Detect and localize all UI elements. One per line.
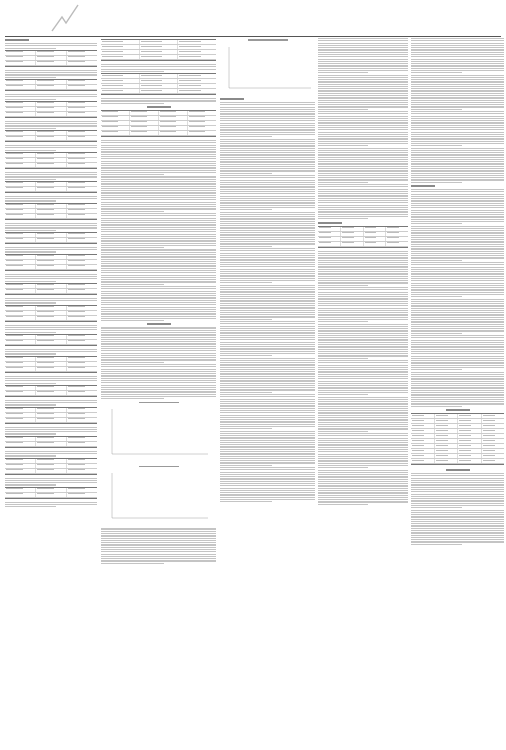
text-block bbox=[220, 358, 315, 393]
data-table bbox=[5, 130, 97, 142]
text-block bbox=[220, 321, 315, 356]
data-table bbox=[101, 73, 216, 95]
text-block bbox=[5, 502, 97, 508]
text-block bbox=[411, 372, 504, 407]
data-table bbox=[5, 487, 97, 499]
text-block bbox=[220, 139, 315, 174]
text-block bbox=[101, 64, 216, 72]
text-block bbox=[101, 364, 216, 399]
section-heading bbox=[318, 221, 408, 225]
text-block bbox=[220, 102, 315, 137]
section-heading bbox=[220, 97, 315, 101]
data-table bbox=[5, 283, 97, 295]
data-table bbox=[5, 101, 97, 118]
chart-title bbox=[220, 38, 315, 42]
data-table bbox=[318, 226, 408, 248]
data-table bbox=[5, 203, 97, 220]
text-block bbox=[5, 325, 97, 333]
text-block bbox=[411, 510, 504, 545]
text-block bbox=[5, 427, 97, 435]
text-block bbox=[5, 247, 97, 253]
data-table bbox=[5, 356, 97, 373]
line-chart bbox=[106, 406, 211, 461]
data-table bbox=[5, 152, 97, 169]
text-block bbox=[318, 75, 408, 110]
column-3 bbox=[220, 38, 315, 748]
text-block bbox=[5, 43, 97, 49]
data-table bbox=[411, 413, 504, 465]
text-block bbox=[5, 298, 97, 304]
data-table bbox=[5, 305, 97, 322]
text-block bbox=[411, 38, 504, 73]
text-block bbox=[5, 145, 97, 151]
text-block bbox=[411, 262, 504, 297]
text-block bbox=[220, 285, 315, 320]
text-block bbox=[101, 327, 216, 362]
text-block bbox=[411, 189, 504, 224]
text-block bbox=[411, 148, 504, 183]
data-table bbox=[5, 407, 97, 424]
text-block bbox=[220, 248, 315, 283]
text-block bbox=[411, 335, 504, 370]
line-chart bbox=[106, 470, 211, 525]
text-block bbox=[5, 70, 97, 78]
data-table bbox=[5, 232, 97, 244]
data-table bbox=[5, 436, 97, 448]
text-block bbox=[101, 286, 216, 321]
data-table bbox=[5, 458, 97, 475]
text-block bbox=[220, 212, 315, 247]
text-block bbox=[101, 98, 216, 104]
data-table bbox=[5, 385, 97, 397]
text-block bbox=[5, 274, 97, 282]
text-block bbox=[411, 111, 504, 146]
text-block bbox=[5, 451, 97, 457]
swoosh-graphic bbox=[50, 3, 80, 33]
data-table bbox=[5, 79, 97, 91]
data-table bbox=[5, 181, 97, 193]
text-block bbox=[318, 324, 408, 359]
text-block bbox=[101, 213, 216, 248]
section-heading bbox=[101, 322, 216, 326]
text-block bbox=[318, 38, 408, 73]
text-block bbox=[220, 175, 315, 210]
text-block bbox=[5, 172, 97, 180]
text-block bbox=[411, 226, 504, 261]
line-chart bbox=[223, 44, 313, 94]
text-block bbox=[411, 299, 504, 334]
section-heading bbox=[5, 38, 97, 42]
column-2 bbox=[101, 38, 216, 748]
text-block bbox=[318, 433, 408, 468]
section-heading bbox=[411, 184, 504, 188]
text-block bbox=[220, 394, 315, 429]
text-block bbox=[318, 148, 408, 183]
column-4 bbox=[318, 38, 408, 748]
text-block bbox=[5, 223, 97, 231]
column-5 bbox=[411, 38, 504, 748]
text-block bbox=[220, 467, 315, 502]
masthead-rule bbox=[5, 36, 501, 37]
text-block bbox=[5, 376, 97, 384]
text-block bbox=[101, 140, 216, 175]
text-block bbox=[318, 397, 408, 432]
masthead bbox=[0, 0, 506, 40]
text-block bbox=[5, 121, 97, 129]
text-block bbox=[318, 470, 408, 505]
text-block bbox=[5, 400, 97, 406]
text-block bbox=[220, 431, 315, 466]
data-table bbox=[5, 50, 97, 67]
text-block bbox=[5, 94, 97, 100]
text-block bbox=[5, 349, 97, 355]
chart-title bbox=[101, 400, 216, 404]
text-block bbox=[101, 249, 216, 284]
text-block bbox=[318, 184, 408, 219]
column-1 bbox=[5, 38, 97, 748]
text-block bbox=[5, 478, 97, 486]
section-heading bbox=[101, 105, 216, 109]
text-block bbox=[101, 176, 216, 211]
data-table bbox=[5, 254, 97, 271]
text-block bbox=[411, 75, 504, 110]
text-block bbox=[411, 473, 504, 508]
text-block bbox=[5, 196, 97, 202]
text-block bbox=[318, 251, 408, 286]
table-title bbox=[411, 408, 504, 412]
section-heading bbox=[411, 468, 504, 472]
data-table bbox=[101, 39, 216, 61]
text-block bbox=[101, 528, 216, 563]
chart-title bbox=[101, 464, 216, 468]
text-block bbox=[318, 287, 408, 322]
data-table bbox=[101, 110, 216, 137]
data-table bbox=[5, 334, 97, 346]
text-block bbox=[318, 111, 408, 146]
text-block bbox=[318, 360, 408, 395]
